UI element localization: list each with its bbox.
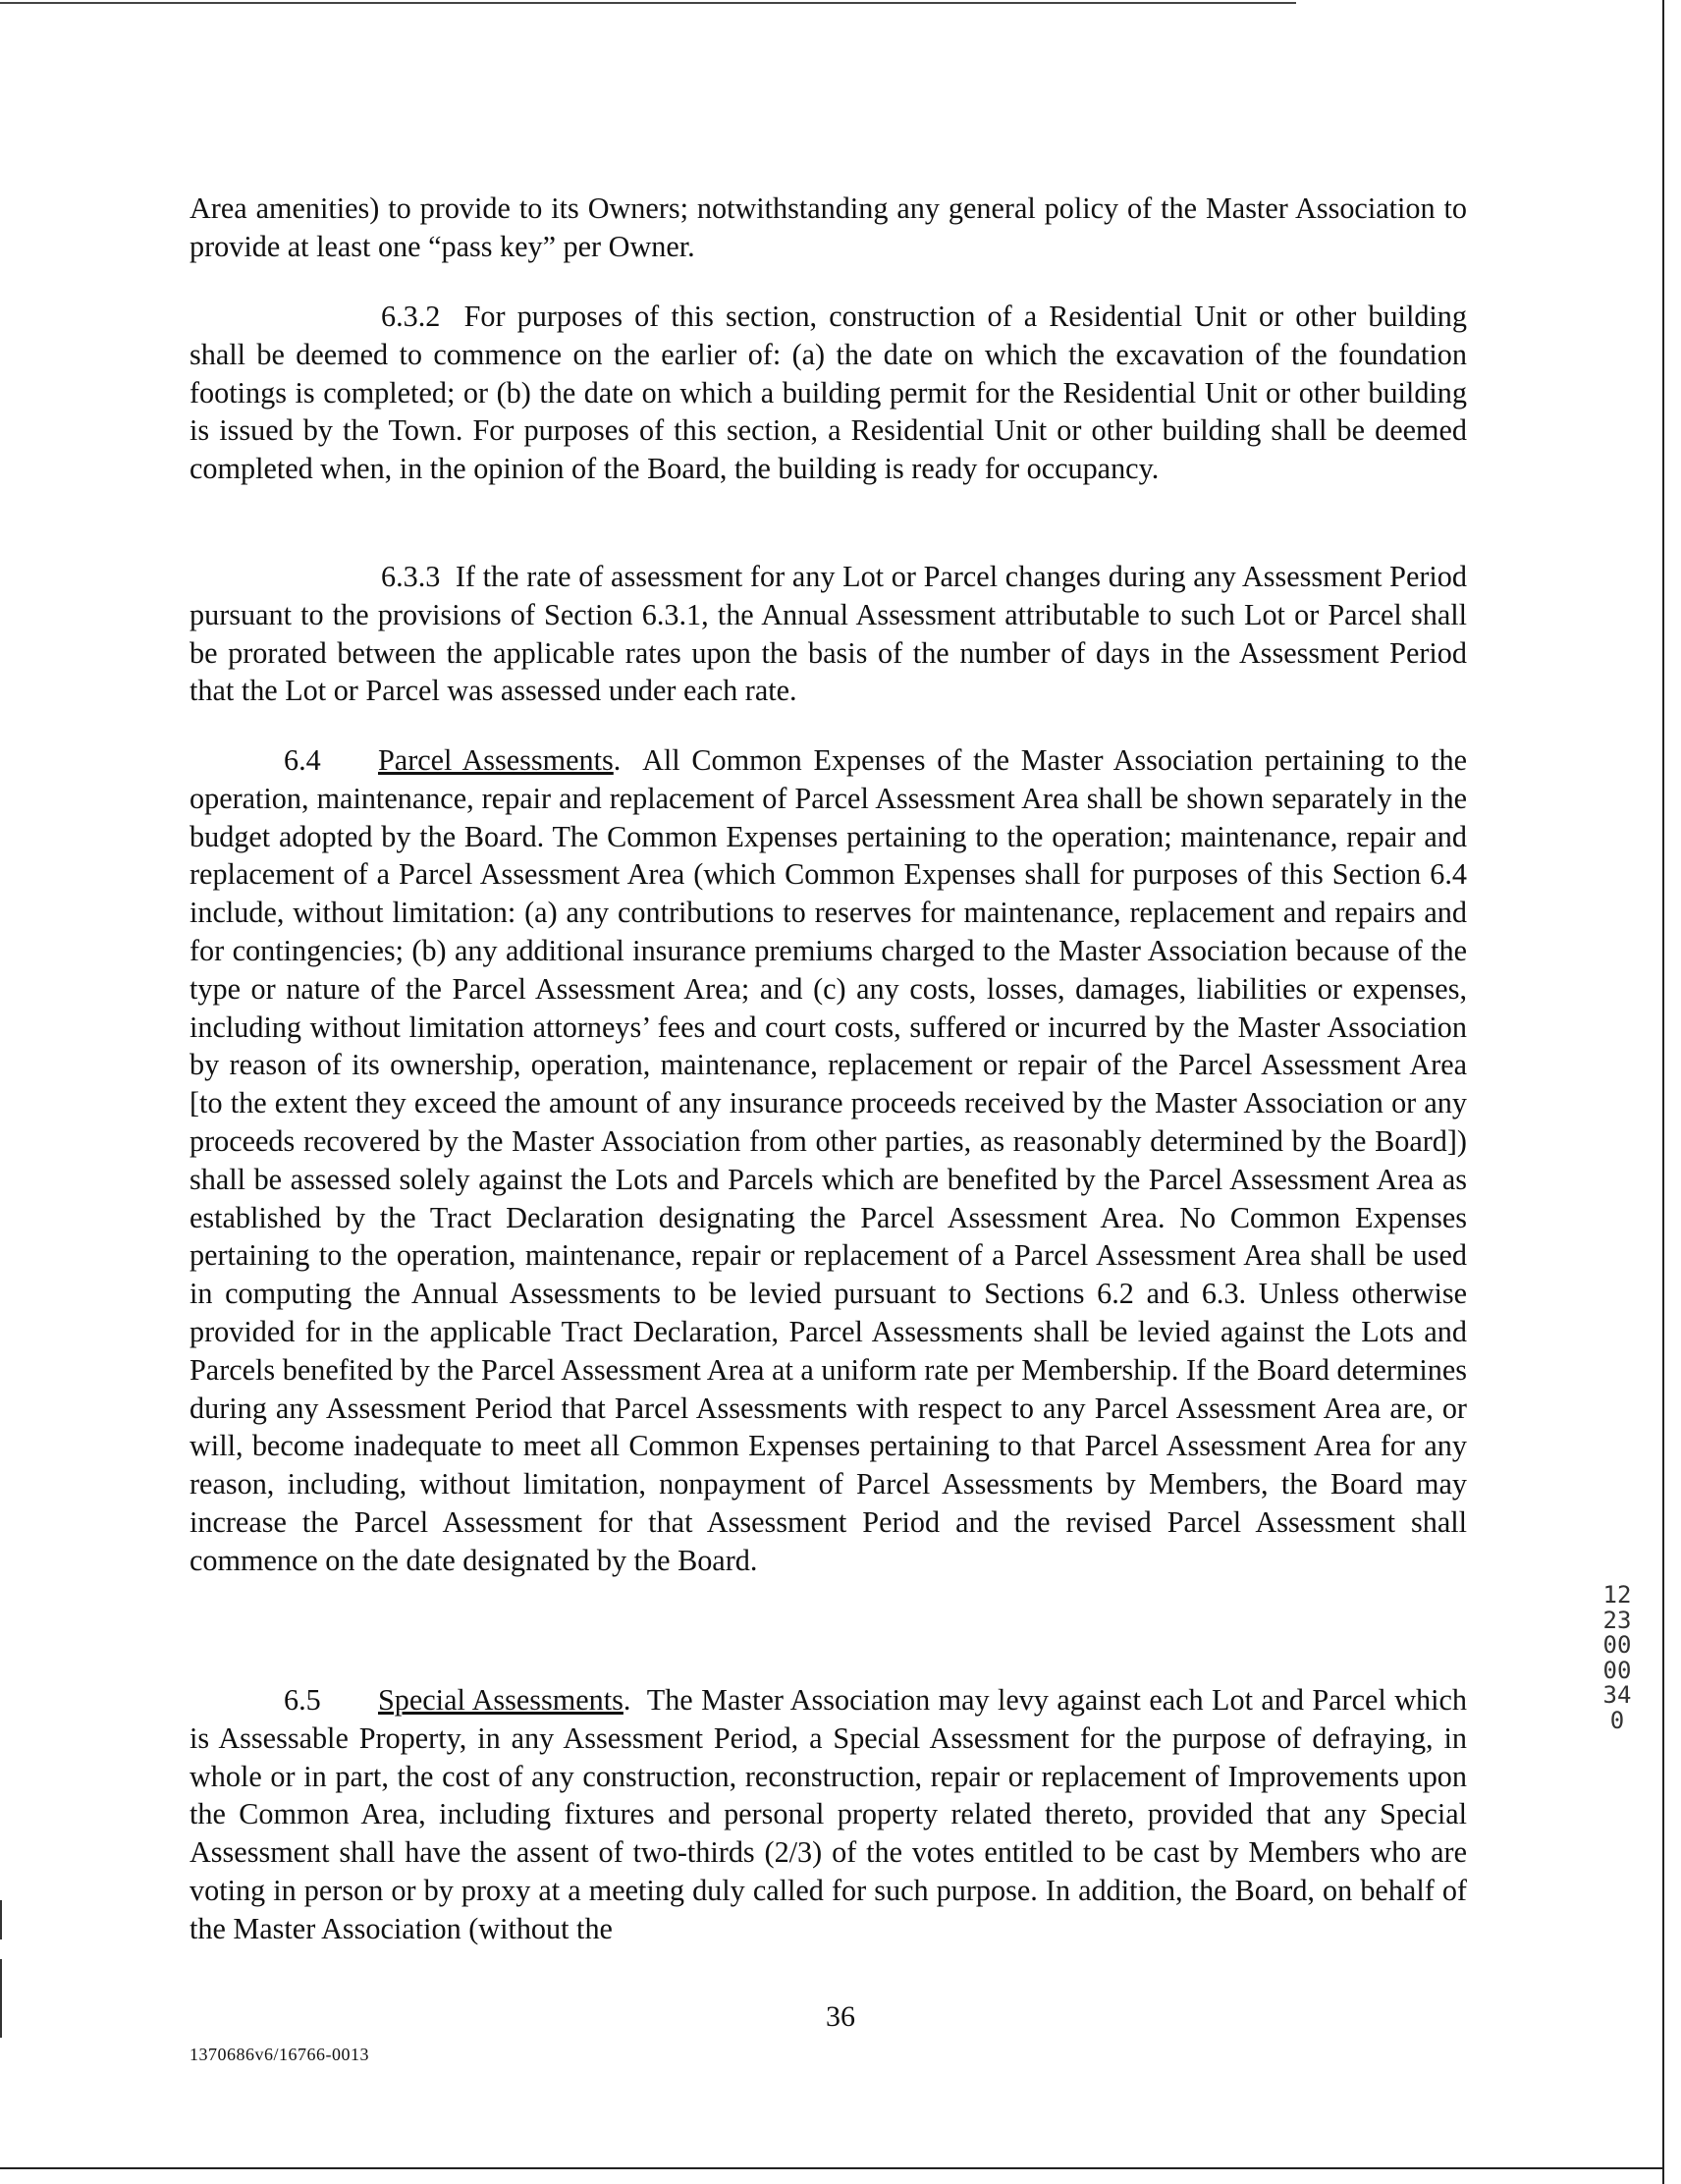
section-number: 6.3.2 — [381, 300, 441, 333]
scan-edge-left-mark — [0, 1900, 2, 1939]
section-number: 6.5 — [284, 1683, 321, 1717]
section-6-5: 6.5 Special Assessments. The Master Association may levy against each Lot and Parcel which is Assessable Property, in any Assessment Period, a Special Assessment for the purpose of defraying, in whole or in part, the cost of any construction, reconstruction, repair or replacement of Improvements upon the Common Area, including fixtures and personal property related thereto, provided that any Special Assessment shall have the assent of two-thirds (2/3) of the votes entitled to be cast by Members who are voting in person or by proxy at a meeting duly called for such purpose. In addition, the Board, on behalf of the Master Association (without the — [190, 1683, 1467, 1945]
section-number: 6.3.3 — [381, 560, 441, 593]
continuation-paragraph — [190, 190, 1467, 266]
continuation-text: Area amenities) to provide to its Owners; notwithstanding any general policy of the Master Association to provide at least one “pass key” per Owner. — [190, 191, 1467, 263]
section-6-3-3 — [190, 558, 1467, 710]
scan-edge-top — [0, 2, 1296, 4]
document-id: 1370686v6/16766-0013 — [190, 2045, 369, 2064]
page-number: 36 — [826, 2000, 855, 2033]
section-6-4: 6.4 Parcel Assessments. All Common Expenses of the Master Association pertaining to the operation, maintenance, repair and replacement of Parcel Assessment Area shall be shown separately in the budget adopted by the Board. The Common Expenses pertaining to the operation; maintenance, repair and replacement of a Parcel Assessment Area (which Common Expenses shall for purposes of this Section 6.4 include, without limitation: (a) any contributions to reserves for maintenance, replacement and repairs and for contingencies; (b) any additional insurance premiums charged to the Master Association because of the type or nature of the Parcel Assessment Area; and (c) any costs, losses, damages, liabilities or expenses, including without limitation attorneys’ fees and court costs, suffered or incurred by the Master Association by reason of its ownership, operation, maintenance, replacement or repair of the Parcel Assessment Area [to the extent they exceed the amount of any insurance proceeds received by the Master Association or any proceeds recovered by the Master Association from other parties, as reasonably determined by the Board]) shall be assessed solely against the Lots and Parcels which are benefited by the Parcel Assessment Area as established by the Tract Declaration designating the Parcel Assessment Area. No Common Expenses pertaining to the operation, maintenance, repair or replacement of a Parcel Assessment Area shall be used in computing the Annual Assessments to be levied pursuant to Sections 6.2 and 6.3. Unless otherwise provided for in the applicable Tract Declaration, Parcel Assessments shall be levied against the Lots and Parcels benefited by the Parcel Assessment Area at a uniform rate per Membership. If the Board determines during any Assessment Period that Parcel Assessments with respect to any Parcel Assessment Area are, or will, become inadequate to meet all Common Expenses pertaining to that Parcel Assessment Area for any reason, including, without limitation, nonpayment of Parcel Assessments by Members, the Board may increase the Parcel Assessment for that Assessment Period and the revised Parcel Assessment shall commence on the date designated by the Board. — [190, 743, 1468, 1577]
section-heading: Parcel Assessments — [378, 743, 614, 777]
recording-stamp: 1223 0000340 — [1602, 1581, 1632, 1734]
section-number: 6.4 — [284, 743, 321, 777]
section-heading: Special Assessments — [378, 1683, 624, 1717]
section-text: The Master Association may levy against each Lot and Parcel which is Assessable Property, in any Assessment Period, a Special Assessment for the purpose of defraying, in whole or in part, the cost of any construction, reconstruction, repair or replacement of Improvements upon the Common Area, including fixtures and personal property related thereto, provided that any Special Assessment shall have the assent of two-thirds (2/3) of the votes entitled to be cast by Members who are voting in person or by proxy at a meeting duly called for such purpose. In addition, the Board, on behalf of the Master Association (without the — [190, 1683, 1467, 1945]
section-text: For purposes of this section, construction of a Residential Unit or other building shall be deemed to commence on the earlier of: (a) the date on which the excavation of the foundation footings is completed; or (b) the date on which a building permit for the Residential Unit or other building is issued by the Town. For purposes of this section, a Residential Unit or other building shall be deemed completed when, in the opinion of the Board, the building is ready for occupancy. — [190, 300, 1467, 486]
scan-edge-bottom — [0, 2167, 1664, 2169]
section-text: All Common Expenses of the Master Association pertaining to the operation, maintenance, repair and replacement of Parcel Assessment Area shall be shown separately in the budget adopted by the Board. The Common Expenses pertaining to the operation; maintenance, repair and replacement of a Parcel Assessment Area (which Common Expenses shall for purposes of this Section 6.4 include, without limitation: (a) any contributions to reserves for maintenance, replacement and repairs and for contingencies; (b) any additional insurance premiums charged to the Master Association because of the type or nature of the Parcel Assessment Area; and (c) any costs, losses, damages, liabilities or expenses, including without limitation attorneys’ fees and court costs, suffered or incurred by the Master Association by reason of its ownership, operation, maintenance, replacement or repair of the Parcel Assessment Area [to the extent they exceed the amount of any insurance proceeds received by the Master Association or any proceeds recovered by the Master Association from other parties, as reasonably determined by the Board]) shall be assessed solely against the Lots and Parcels which are benefited by the Parcel Assessment Area as established by the Tract Declaration designating the Parcel Assessment Area. No Common Expenses pertaining to the operation, maintenance, repair or replacement of a Parcel Assessment Area shall be used in computing the Annual Assessments to be levied pursuant to Sections 6.2 and 6.3. Unless otherwise provided for in the applicable Tract Declaration, Parcel Assessments shall be levied against the Lots and Parcels benefited by the Parcel Assessment Area at a uniform rate per Membership. If the Board determines during any Assessment Period that Parcel Assessments with respect to any Parcel Assessment Area are, or will, become inadequate to meet all Common Expenses pertaining to that Parcel Assessment Area for any reason, including, without limitation, nonpayment of Parcel Assessments by Members, the Board may increase the Parcel Assessment for that Assessment Period and the revised Parcel Assessment shall commence on the date designated by the Board. — [190, 743, 1468, 1577]
section-text: If the rate of assessment for any Lot or Parcel changes during any Assessment Period pursuant to the provisions of Section 6.3.1, the Annual Assessment attributable to such Lot or Parcel shall be prorated between the applicable rates upon the basis of the number of days in the Assessment Period that the Lot or Parcel was assessed under each rate. — [190, 560, 1467, 708]
scan-edge-right — [1662, 0, 1664, 2184]
section-6-3-2 — [190, 298, 1467, 488]
